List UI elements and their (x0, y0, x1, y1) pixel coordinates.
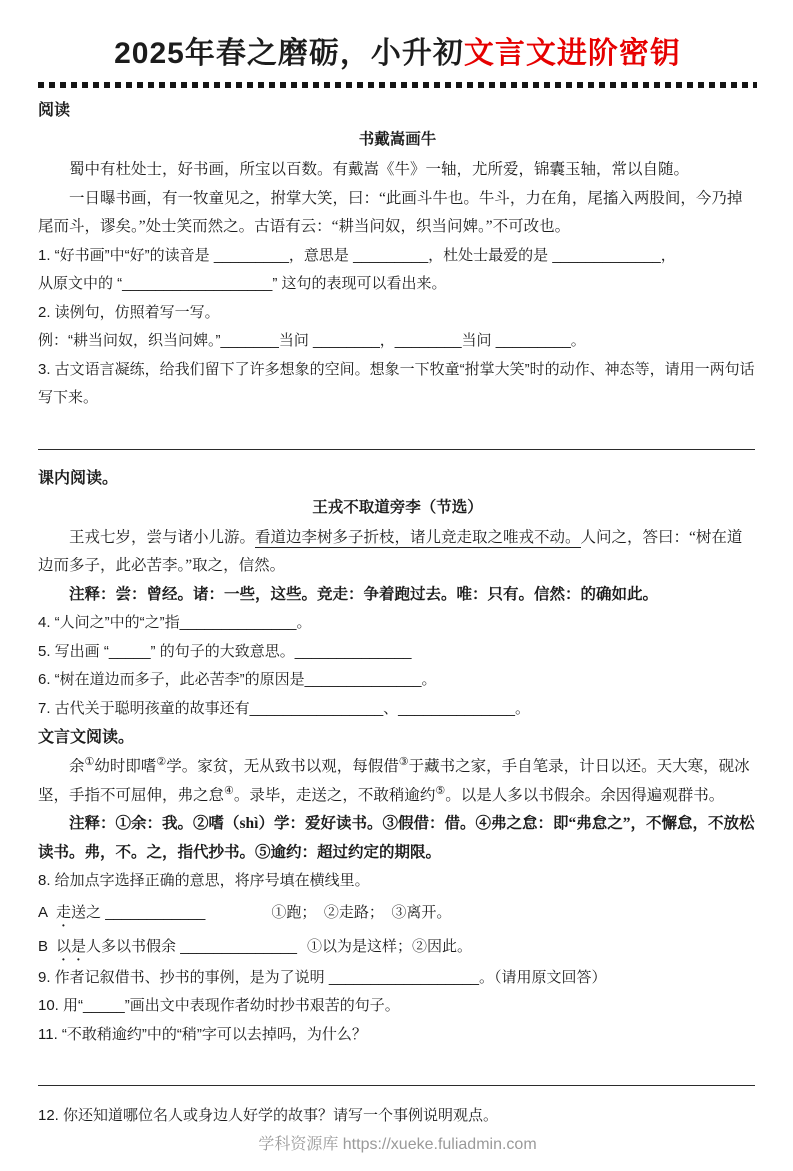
question-3: 3. 古文语言凝练，给我们留下了许多想象的空间。想象一下牧童“拊掌大笑”时的动作、神态等，请用一两句话写下来。 (38, 360, 755, 406)
passage-2-title: 王戎不取道旁李（节选） (312, 498, 483, 516)
question-1-line-1: 1. “好书画”中“好”的读音是 _________，意思是 _________，杜处士最爱的是 _____________， (38, 246, 676, 264)
question-2: 2. 读例句，仿照着写一写。 (38, 303, 220, 321)
footnote-marker-5: ⑤ (435, 784, 446, 797)
question-9: 9. 作者记叙借书、抄书的事例，是为了说明 __________________。（请用原文回答） (38, 968, 607, 986)
question-5: 5. 写出画 “_____” 的句子的大致意思。______________ (38, 642, 412, 660)
passage-2-post: 人问之，答曰：“树在道边而多子，此必苦李。”取之，信然。 (38, 528, 743, 574)
passage-1-paragraph-2: 一日曝书画，有一牧童见之，拊掌大笑，曰：“此画斗牛也。牛斗，力在角，尾搐入两股间，今乃掉尾而斗，谬矣。”处士笑而然之。古语有云：“耕当问奴，织当问婢。”不可改也。 (38, 189, 743, 235)
answer-line (38, 413, 755, 450)
footnote-marker-4: ④ (224, 784, 234, 797)
passage-2-notes: 注释：尝：曾经。诸：一些，这些。竞走：争着跑过去。唯：只有。信然：的确如此。 (69, 585, 659, 603)
passage-3-text: 幼时即嗜 (94, 758, 157, 775)
question-8-option-a (38, 899, 757, 930)
option-b-phrase: 人多以书假余 ______________ (86, 937, 297, 955)
passage-2-underlined-sentence: 看道边李树多子折枝，诸儿竞走取之唯戎不动。 (255, 528, 581, 546)
question-10: 10. 用“_____”画出文中表现作者幼时抄书艰苦的句子。 (38, 997, 400, 1014)
question-6: 6. “树在道边而多子，此必苦李”的原因是______________。 (38, 671, 437, 688)
passage-3-text: 于藏书之家，手自笔录，计日以还。天大寒，砚冰坚，手指不可屈伸，弗之怠 (38, 758, 750, 804)
question-2-example: 例：“耕当问奴，织当问婢。”_______当问 ________，________当问 _________。 (38, 332, 586, 349)
passage-1-title: 书戴嵩画牛 (358, 131, 437, 148)
option-a-dotted-char: 走 (56, 903, 72, 921)
dotted-divider (38, 82, 757, 88)
question-1-line-2: 从原文中的 “__________________” 这句的表现可以看出来。 (38, 275, 447, 292)
passage-2-pre: 王戎七岁，尝与诸小儿游。 (69, 528, 256, 546)
passage-3-text: 。以是人多以书假余。余因得遍观群书。 (445, 786, 725, 804)
footnote-marker-1: ① (84, 755, 95, 768)
page-title-red: 文言文进阶密钥 (463, 37, 681, 70)
passage-1 (38, 156, 757, 242)
question-11: 11. “不敢稍逾约”中的“稍”字可以去掉吗，为什么？ (38, 1025, 367, 1043)
passage-3-text: 学。家贫，无从致书以观，每假借 (166, 758, 399, 775)
passage-3-notes: 注释：①余：我。②嗜（shì）学：爱好读书。③假借：借。④弗之怠：即“弗怠之”，不懈怠，不放松读书。弗，不。之，指代抄书。⑤逾约：超过约定的期限。 (38, 815, 755, 861)
section-reading-label: 阅读 (38, 102, 71, 119)
watermark-footer: 学科资源库 https://xueke.fuliadmin.com (258, 1135, 537, 1153)
option-b-dotted-chars: 以是 (56, 937, 87, 955)
passage-3-paragraph (38, 753, 757, 810)
page-title-black: 2025年春之磨砺，小升初 (114, 37, 464, 70)
section-classical-reading-label: 文言文阅读。 (38, 729, 135, 746)
footnote-marker-3: ③ (398, 755, 409, 768)
option-a-choices: ①跑； ②走路； ③离开。 (271, 903, 452, 921)
question-8: 8. 给加点字选择正确的意思，将序号填在横线里。 (38, 872, 370, 889)
option-b-choices: ①以为是这样；②因此。 (307, 937, 473, 955)
question-7: 7. 古代关于聪明孩童的故事还有________________、______________。 (38, 699, 530, 717)
option-a-label: A (38, 903, 49, 921)
passage-2 (38, 524, 757, 610)
question-12: 12. 你还知道哪位名人或身边人好学的故事？请写一个事例说明观点。 (38, 1107, 499, 1124)
passage-2-paragraph (38, 524, 757, 581)
footnote-marker-2: ② (156, 755, 167, 768)
option-b-label: B (38, 937, 49, 955)
question-8-option-b (38, 933, 757, 964)
passage-3 (38, 753, 757, 867)
option-a-phrase: 送之 ____________ (71, 903, 206, 921)
question-4: 4. “人问之”中的“之”指______________。 (38, 614, 312, 631)
page-title (38, 34, 757, 74)
answer-line (38, 1049, 755, 1086)
section-in-class-label: 课内阅读。 (38, 469, 119, 487)
passage-1-paragraph-1: 蜀中有杜处士，好书画，所宝以百数。有戴嵩《牛》一轴，尤所爱，锦囊玉轴，常以自随。 (69, 161, 690, 178)
passage-3-text: 余 (69, 758, 85, 775)
passage-3-text: 。录毕，走送之，不敢稍逾约 (233, 786, 436, 804)
